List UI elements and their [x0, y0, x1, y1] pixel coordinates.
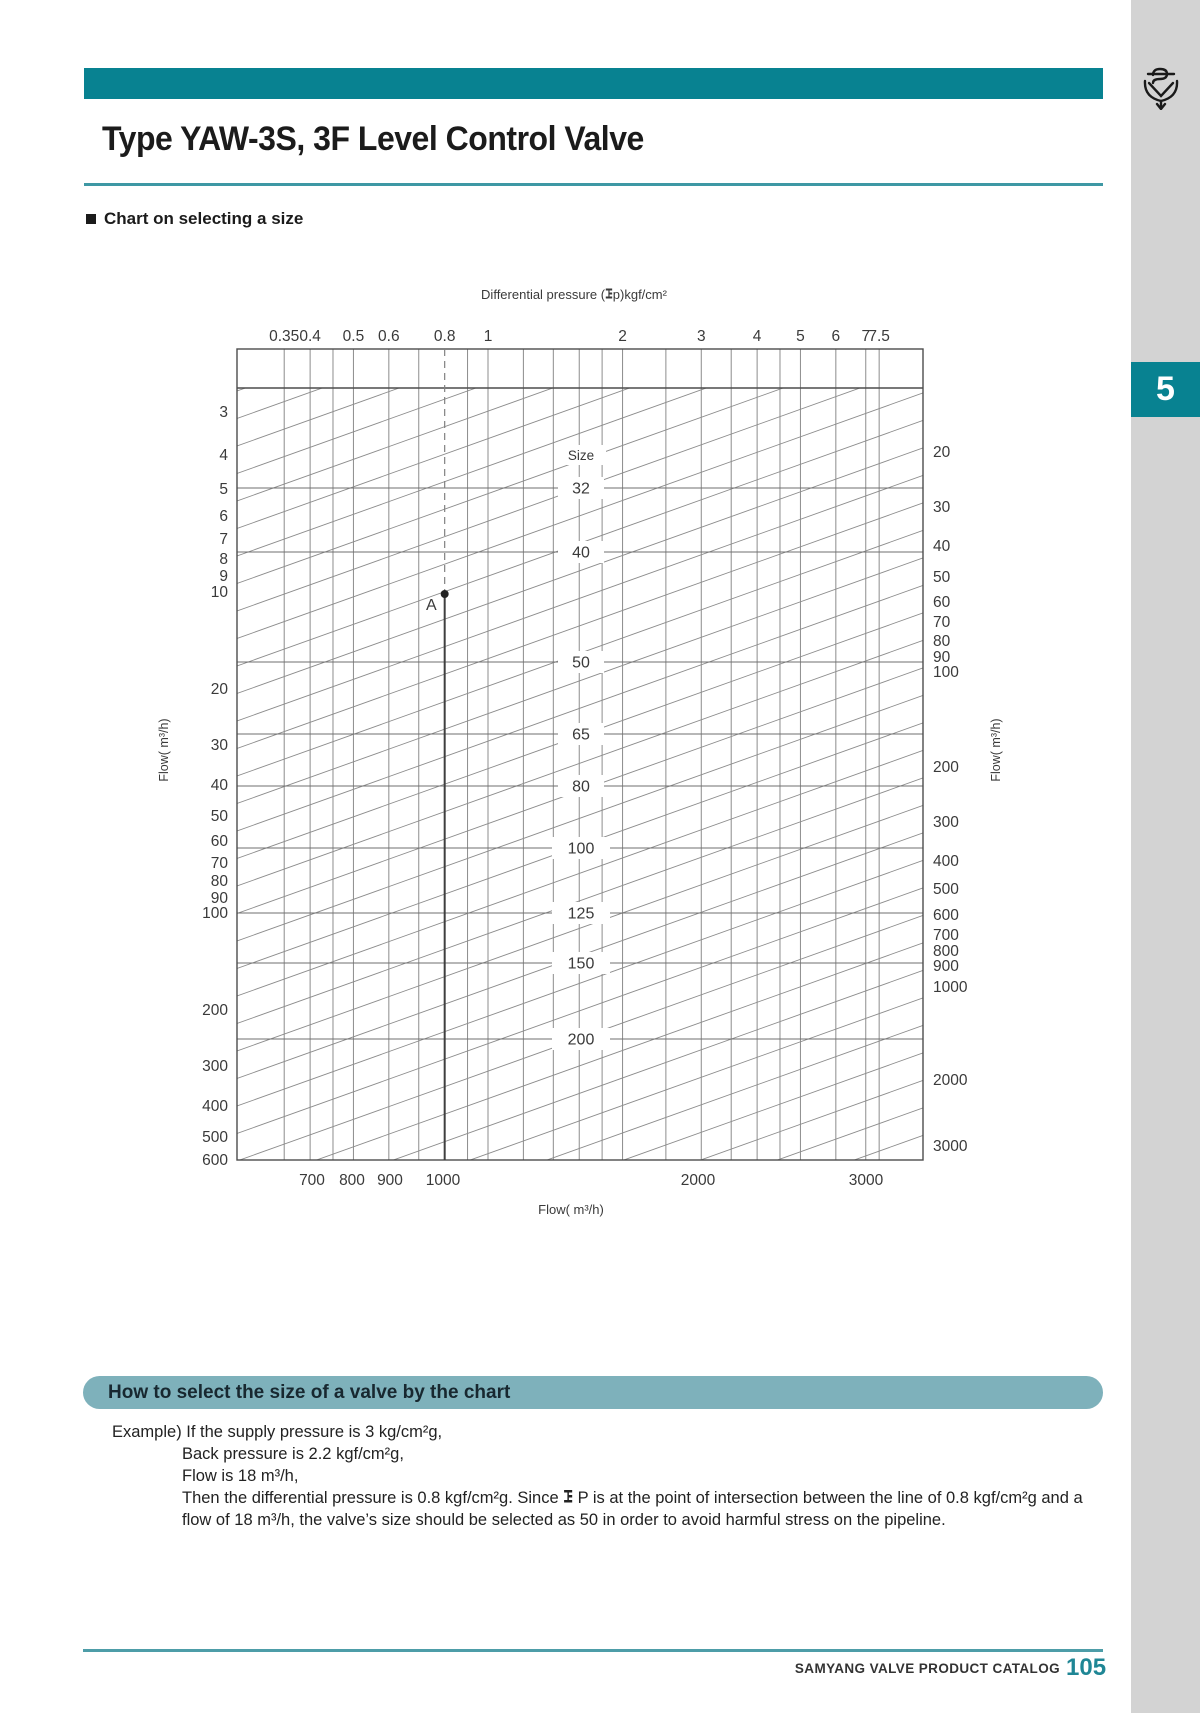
svg-text:125: 125 [567, 905, 595, 923]
footer-catalog-label: SAMYANG VALVE PRODUCT CATALOG [794, 1661, 1060, 1676]
svg-text:70: 70 [210, 855, 228, 872]
svg-text:600: 600 [933, 907, 959, 924]
svg-text:5: 5 [796, 328, 805, 345]
svg-text:5: 5 [219, 481, 228, 498]
svg-text:100: 100 [567, 840, 595, 858]
page-title: Type YAW-3S, 3F Level Control Valve [102, 120, 644, 158]
svg-text:3: 3 [219, 404, 228, 421]
svg-text:8: 8 [219, 551, 228, 568]
svg-text:300: 300 [933, 814, 959, 831]
svg-text:Differential pressure (⯿p)kgf/: Differential pressure (⯿p)kgf/cm² [481, 287, 667, 302]
svg-text:100: 100 [202, 905, 228, 922]
svg-text:40: 40 [210, 777, 228, 794]
svg-text:40: 40 [572, 544, 590, 562]
svg-text:700: 700 [299, 1172, 325, 1189]
svg-text:Flow( m³/h): Flow( m³/h) [538, 1202, 604, 1217]
svg-text:70: 70 [933, 614, 951, 631]
svg-text:90: 90 [933, 649, 951, 666]
footer-divider [83, 1649, 1103, 1652]
svg-text:32: 32 [572, 480, 590, 498]
svg-text:0.8: 0.8 [433, 328, 456, 345]
svg-text:150: 150 [567, 955, 595, 973]
svg-text:4: 4 [752, 328, 762, 345]
svg-text:3000: 3000 [933, 1138, 968, 1155]
svg-text:20: 20 [933, 444, 951, 461]
svg-text:Flow( m³/h): Flow( m³/h) [157, 718, 171, 782]
svg-text:200: 200 [567, 1031, 595, 1049]
svg-text:0.5: 0.5 [342, 328, 365, 345]
svg-text:4: 4 [219, 447, 228, 464]
section-heading-label: Chart on selecting a size [104, 209, 304, 228]
svg-text:200: 200 [933, 759, 959, 776]
svg-text:80: 80 [210, 873, 228, 890]
svg-text:400: 400 [202, 1098, 228, 1115]
svg-text:50: 50 [572, 654, 590, 672]
example-line: Flow is 18 m³/h, [182, 1467, 299, 1485]
svg-text:800: 800 [933, 943, 959, 960]
svg-text:200: 200 [202, 1002, 228, 1019]
example-line: Example) If the supply pressure is 3 kg/cm²g, [112, 1423, 443, 1441]
svg-text:800: 800 [339, 1172, 365, 1189]
svg-text:1000: 1000 [425, 1172, 461, 1189]
svg-text:6: 6 [219, 508, 228, 525]
example-line: flow of 18 m³/h, the valve’s size should be selected as 50 in order to avoid harmful stress on the pipeline. [182, 1511, 946, 1529]
svg-text:3000: 3000 [848, 1172, 884, 1189]
svg-text:0.4: 0.4 [299, 328, 321, 345]
chapter-tab-number: 5 [1156, 370, 1175, 408]
svg-text:65: 65 [572, 726, 590, 744]
svg-text:Size: Size [567, 448, 595, 463]
svg-text:300: 300 [202, 1058, 228, 1075]
svg-text:600: 600 [202, 1152, 228, 1169]
svg-text:10: 10 [210, 584, 228, 601]
svg-text:Flow( m³/h): Flow( m³/h) [989, 718, 1003, 782]
svg-text:30: 30 [210, 737, 228, 754]
svg-text:2000: 2000 [680, 1172, 716, 1189]
example-line: Back pressure is 2.2 kgf/cm²g, [182, 1445, 404, 1463]
svg-text:50: 50 [210, 808, 228, 825]
svg-text:700: 700 [933, 927, 959, 944]
svg-text:90: 90 [210, 890, 228, 907]
svg-text:7: 7 [861, 328, 871, 345]
svg-text:500: 500 [933, 881, 959, 898]
svg-text:A: A [426, 597, 437, 614]
howto-section-header [83, 1376, 1103, 1409]
svg-text:80: 80 [572, 778, 590, 796]
svg-text:0.6: 0.6 [378, 328, 400, 345]
svg-text:40: 40 [933, 538, 951, 555]
howto-heading-label: How to select the size of a valve by the chart [108, 1381, 511, 1403]
svg-text:60: 60 [933, 594, 951, 611]
svg-text:7.5: 7.5 [868, 328, 890, 345]
svg-text:80: 80 [933, 633, 951, 650]
svg-text:100: 100 [933, 664, 959, 681]
footer-page-number: 105 [1066, 1654, 1107, 1681]
svg-text:500: 500 [202, 1129, 228, 1146]
svg-text:400: 400 [933, 853, 959, 870]
svg-text:30: 30 [933, 499, 951, 516]
svg-text:50: 50 [933, 569, 951, 586]
svg-text:9: 9 [219, 568, 228, 585]
svg-text:3: 3 [696, 328, 706, 345]
svg-text:900: 900 [933, 958, 959, 975]
svg-text:1: 1 [483, 328, 493, 345]
svg-text:7: 7 [219, 531, 228, 548]
svg-text:900: 900 [377, 1172, 403, 1189]
svg-text:20: 20 [210, 681, 228, 698]
svg-text:1000: 1000 [933, 979, 968, 996]
example-text-block [112, 1421, 1083, 1531]
svg-text:60: 60 [210, 833, 228, 850]
svg-text:2: 2 [618, 328, 627, 345]
svg-text:6: 6 [831, 328, 841, 345]
svg-text:0.35: 0.35 [269, 328, 300, 345]
example-line: Then the differential pressure is 0.8 kgf/cm²g. Since ⯿ P is at the point of intersection between the line of 0.8 kgf/cm²g and a [182, 1489, 1083, 1507]
svg-text:2000: 2000 [933, 1072, 968, 1089]
